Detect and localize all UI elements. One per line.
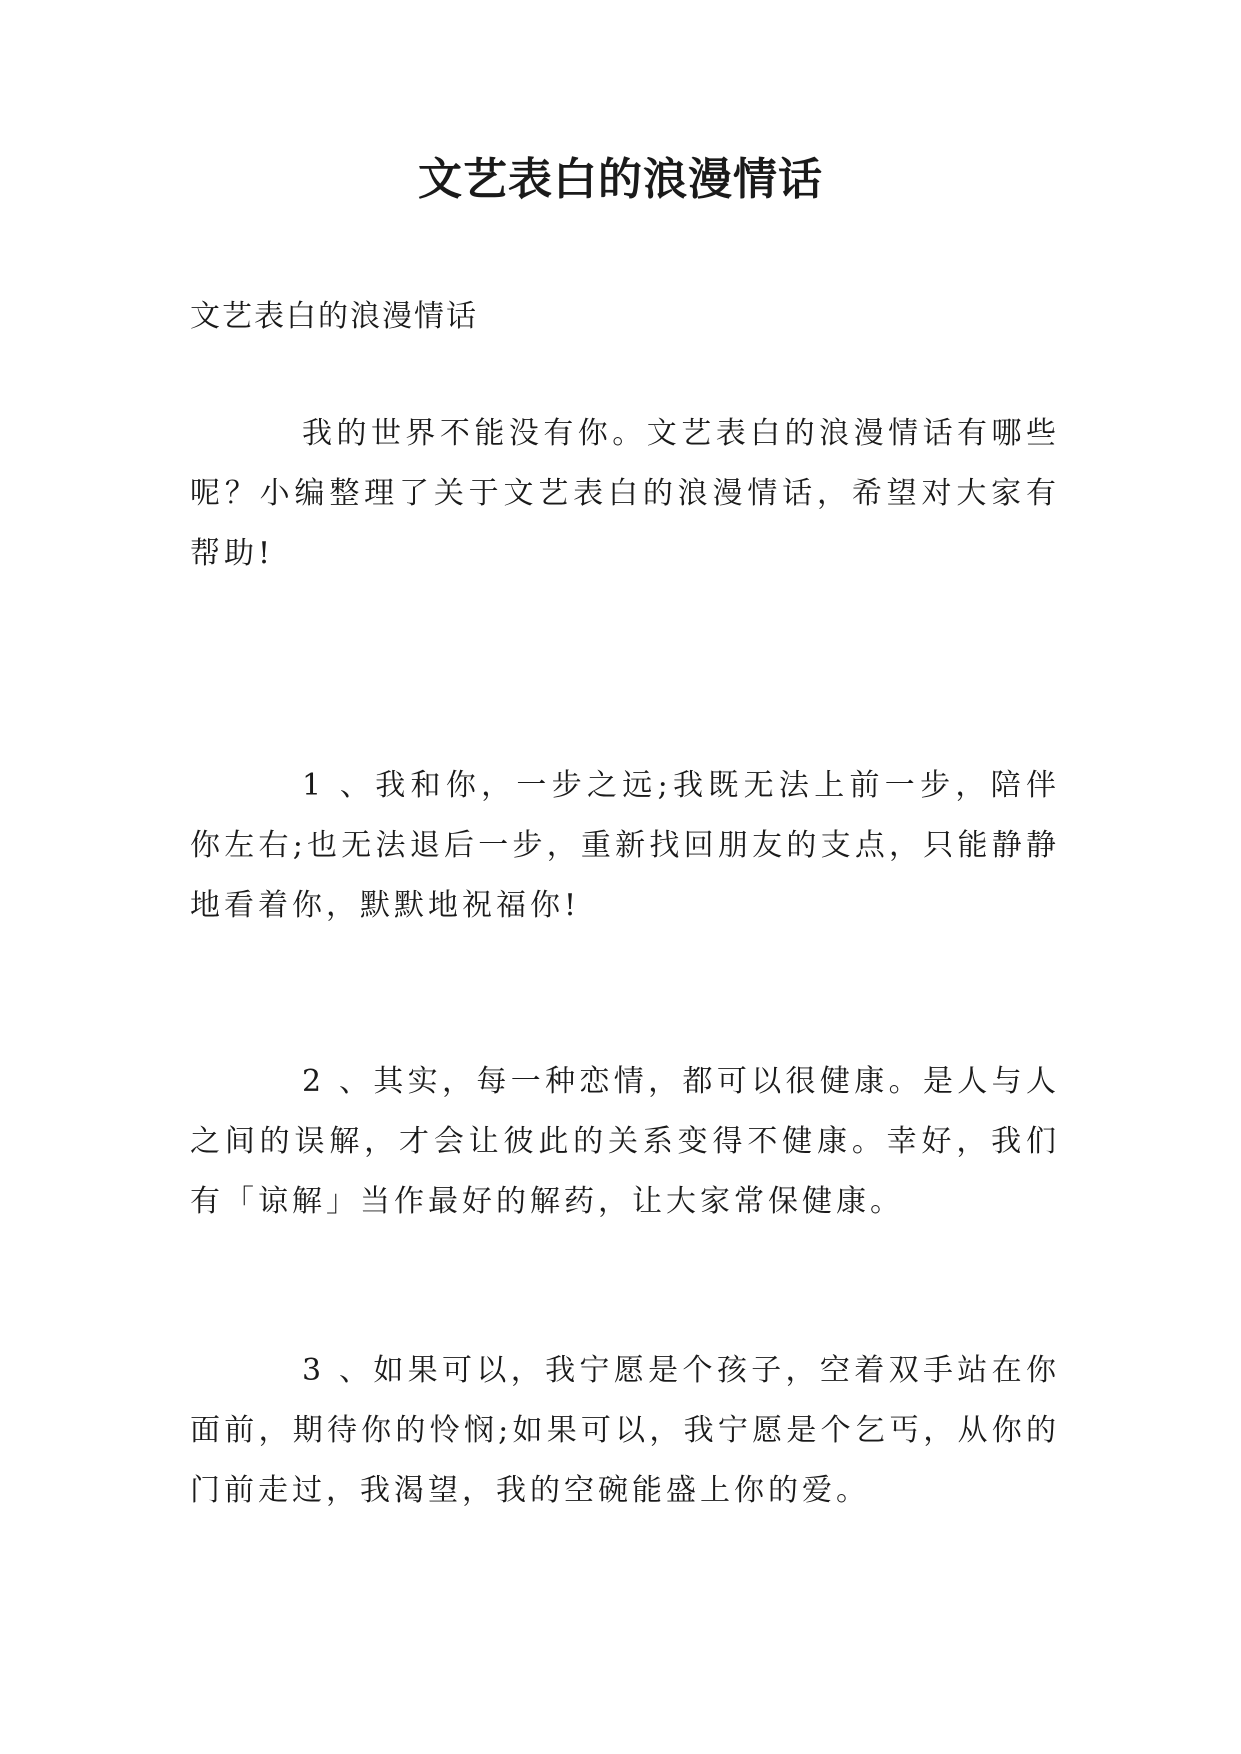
document-title: 文艺表白的浪漫情话 <box>418 154 823 205</box>
intro-paragraph: 我的世界不能没有你。文艺表白的浪漫情话有哪些呢？小编整理了关于文艺表白的浪漫情话，希望对大家有帮助! <box>190 416 1060 571</box>
paragraph-item-2: 2 、其实，每一种恋情，都可以很健康。是人与人之间的误解，才会让彼此的关系变得不健康。幸好，我们有「谅解」当作最好的解药，让大家常保健康。 <box>190 1064 1060 1219</box>
paragraph-item-1: 1 、我和你，一步之远;我既无法上前一步，陪伴你左右;也无法退后一步，重新找回朋友的支点，只能静静地看着你，默默地祝福你! <box>190 768 1060 923</box>
document-subtitle: 文艺表白的浪漫情话 <box>190 299 478 334</box>
paragraph-item-3: 3 、如果可以，我宁愿是个孩子，空着双手站在你面前，期待你的怜悯;如果可以，我宁愿是个乞丐，从你的门前走过，我渴望，我的空碗能盛上你的爱。 <box>190 1353 1060 1508</box>
